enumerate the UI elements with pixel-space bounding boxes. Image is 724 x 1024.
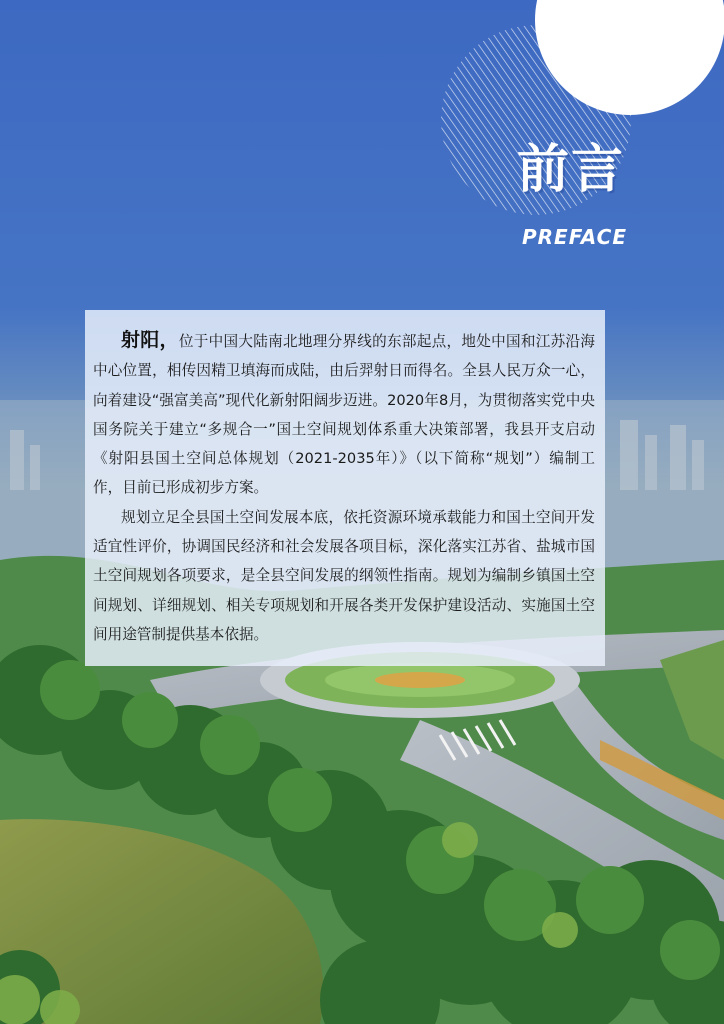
paragraph-2: 规划立足全县国土空间发展本底，依托资源环境承载能力和国土空间开发适宜性评价，协调国民经济和社会发展各项目标，深化落实江苏省、盐城市国土空间规划各项要求，是全县空间发展的纲领性指南。规划为编制乡镇国土空间规划、详细规划、相关专项规划和开展各类开发保护建设活动、实施国土空间用途管制提供基本依据。	[93, 508, 595, 643]
paragraph-1	[93, 326, 595, 503]
page-title: 前言	[517, 140, 626, 200]
paragraph-1-text: 位于中国大陆南北地理分界线的东部起点，地处中国和江苏沿海中心位置，相传因精卫填海而成陆，由后羿射日而得名。全县人民万众一心，向着建设“强富美高”现代化新射阳阔步迈进。2020年8月，为贯彻落实党中央 国务院关于建立“多规合一”国土空间规划体系重大决策部署，我县开支启动《射阳县国土空间总体规划（2021-2035年）》（以下简称“规划”）编制工作，目前已形成初步方案。	[93, 333, 595, 497]
page-subtitle: PREFACE	[522, 225, 628, 249]
lead-term: 射阳，	[121, 329, 179, 351]
intro-text-panel	[85, 310, 605, 666]
